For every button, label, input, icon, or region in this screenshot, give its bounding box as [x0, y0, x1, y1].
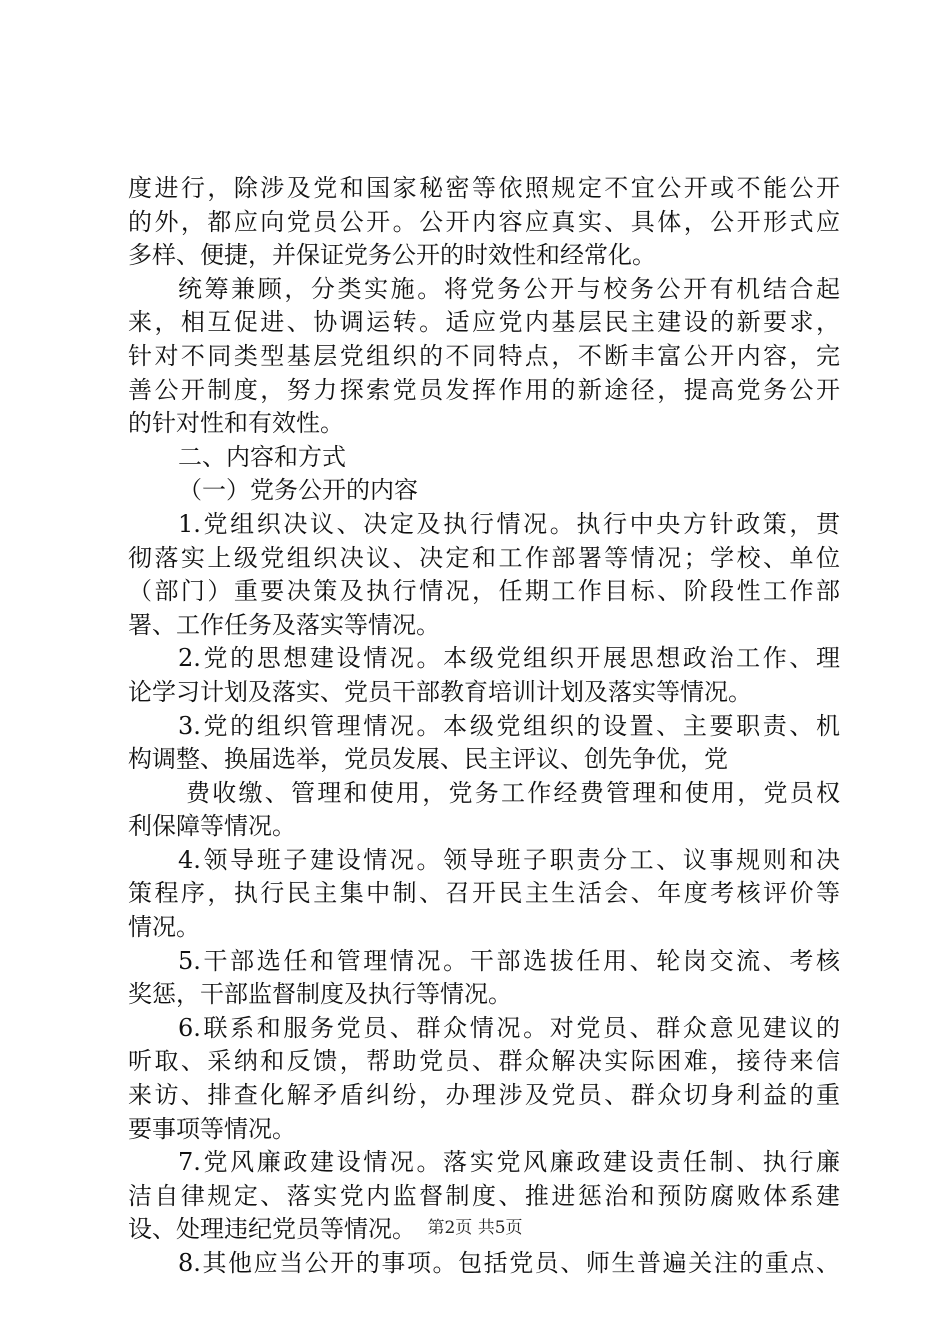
text-line: 设、处理违纪党员等情况。 [128, 1215, 416, 1244]
document-body [128, 172, 840, 1281]
text-line: （部门）重要决策及执行情况，任期工作目标、阶段性工作部 [128, 577, 840, 606]
text-line: 1.党组织决议、决定及执行情况。执行中央方针政策，贯 [178, 509, 840, 538]
text-line: 费收缴、管理和使用，党务工作经费管理和使用，党员权 [186, 778, 840, 807]
text-line: 来，相互促进、协调运转。适应党内基层民主建设的新要求， [128, 308, 840, 337]
text-line: 6.联系和服务党员、群众情况。对党员、群众意见建议的 [178, 1013, 840, 1042]
text-line: 3.党的组织管理情况。本级党组织的设置、主要职责、机 [178, 711, 840, 740]
text-line: 度进行，除涉及党和国家秘密等依照规定不宜公开或不能公开 [128, 174, 840, 202]
text-line: （一）党务公开的内容 [178, 476, 418, 505]
text-line: 多样、便捷，并保证党务公开的时效性和经常化。 [128, 241, 656, 270]
text-line: 奖惩，干部监督制度及执行等情况。 [128, 980, 512, 1009]
text-line: 二、内容和方式 [178, 442, 346, 471]
page-footer [0, 1216, 950, 1240]
text-line: 统筹兼顾，分类实施。将党务公开与校务公开有机结合起 [178, 274, 840, 303]
text-line: 署、工作任务及落实等情况。 [128, 610, 440, 639]
text-line: 8.其他应当公开的事项。包括党员、师生普遍关注的重点、 [178, 1249, 840, 1277]
text-line: 论学习计划及落实、党员干部教育培训计划及落实等情况。 [128, 677, 752, 706]
text-line: 策程序，执行民主集中制、召开民主生活会、年度考核评价等 [128, 879, 840, 908]
text-line: 5.干部选任和管理情况。干部选拔任用、轮岗交流、考核 [178, 946, 840, 975]
text-line: 听取、采纳和反馈，帮助党员、群众解决实际困难，接待来信 [128, 1047, 840, 1076]
text-line: 情况。 [128, 913, 200, 942]
text-line: 要事项等情况。 [128, 1114, 296, 1143]
page-number-indicator: 第2页 共5页 [427, 1218, 523, 1238]
text-line: 2.党的思想建设情况。本级党组织开展思想政治工作、理 [178, 644, 840, 673]
text-line: 来访、排查化解矛盾纠纷，办理涉及党员、群众切身利益的重 [128, 1081, 840, 1110]
text-line: 4.领导班子建设情况。领导班子职责分工、议事规则和决 [178, 845, 840, 874]
text-line: 利保障等情况。 [128, 812, 296, 841]
text-line: 的针对性和有效性。 [128, 409, 344, 438]
text-line: 7.党风廉政建设情况。落实党风廉政建设责任制、执行廉 [178, 1148, 840, 1177]
text-line: 洁自律规定、落实党内监督制度、推进惩治和预防腐败体系建 [128, 1181, 840, 1210]
text-line: 善公开制度，努力探索党员发挥作用的新途径，提高党务公开 [128, 375, 840, 404]
text-line: 的外，都应向党员公开。公开内容应真实、具体，公开形式应 [128, 207, 840, 236]
text-line: 构调整、换届选举，党员发展、民主评议、创先争优，党 [128, 745, 728, 774]
text-line: 针对不同类型基层党组织的不同特点，不断丰富公开内容，完 [128, 341, 840, 370]
text-line: 彻落实上级党组织决议、决定和工作部署等情况；学校、单位 [128, 543, 840, 572]
